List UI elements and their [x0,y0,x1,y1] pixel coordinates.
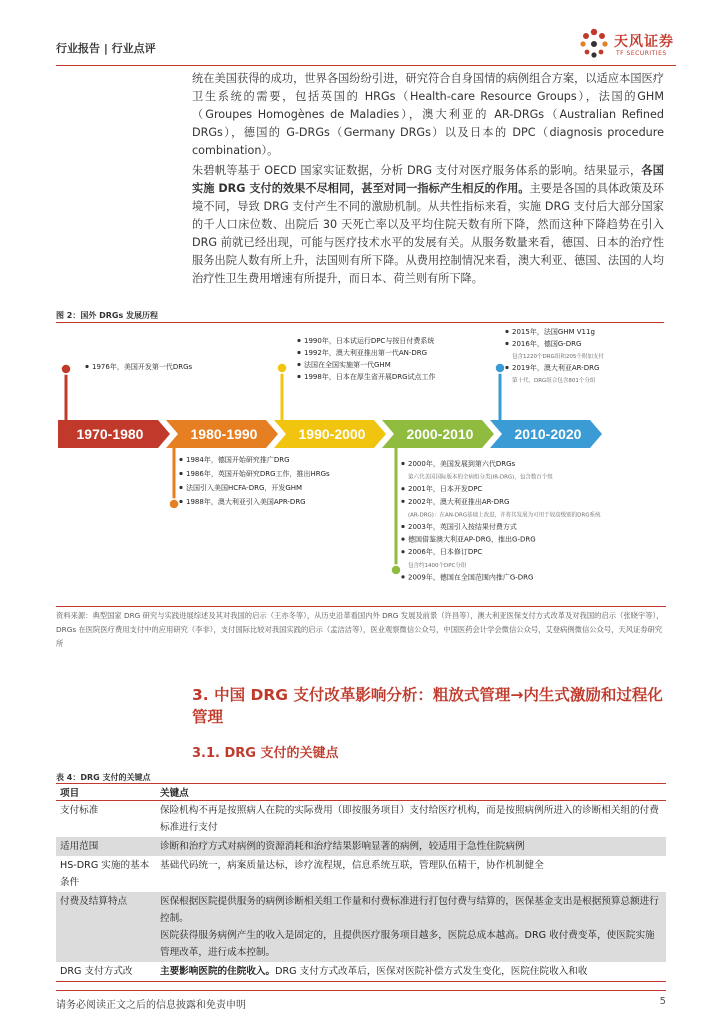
figure-title: 图 2：国外 DRGs 发展历程 [56,311,159,320]
table-row [56,892,666,962]
event-bullet [505,330,508,333]
event-bullet [85,365,88,368]
event-label: 1984年，德国开始研究推广DRG [186,456,290,464]
event-detail: 第六代美国国际版本的全病组分类(IR-DRG)，包含数百个组 [408,474,553,481]
event-label: 1986年，英国开始研究DRG工作，推出HRGs [186,470,330,478]
event-bullet [401,462,404,465]
event-label: 1976年，美国开发第一代DRGs [92,363,193,371]
event-bullet [401,500,404,503]
table-row [56,962,666,982]
row-text: 诊断和治疗方式对病例的资源消耗和治疗结果影响显著的病例，较适用于急性住院病例 [156,837,666,856]
event-label: 1988年，澳大利亚引入美国APR-DRG [186,498,306,506]
event-bullet [297,351,300,354]
timeline-upper-events [85,327,604,384]
event-bullet [401,525,404,528]
row-text: 保险机构不再是按照病人在院的实际费用（即按服务项目）支付给医疗机构，而是按照病例所进入的诊断相关组的付费标准进行支付 [160,805,659,833]
row-item: DRG 支付方式改 [56,962,156,982]
event-bullet [401,575,404,578]
row-text-rest: DRG 支付方式改革后，医保对医院补偿方式发生变化，医院住院收入和收 [275,966,588,977]
subsection-heading: 3.1. DRG 支付的关键点 [192,746,339,761]
event-label: 1990年，日本试运行DPC与按日付费系统 [304,337,435,345]
page-footer [56,990,666,1011]
event-bullet [179,472,182,475]
paragraph-drg-adoption: 统在美国获得的成功，世界各国纷纷引进，研究符合自身国情的病例组合方案，以适应本国医疗卫生系统的需要，包括英国的 HRGs（Health-care Resource Groups），法国的GHM（Groupes Homogènes de Maladies），澳大利亚的 AR-DRGs（Australian Refined DRGs），德国的 G-DRGs（Germany DRGs）以及日本的 DPC（diagnosis procedure combination）。 [192,72,664,157]
drg-key-points-table [56,783,666,982]
row-text-part: 医院获得服务病例产生的收入是固定的，且提供医疗服务项目越多，医院总成本越高。DRG 收付费变革，使医院实施管理改革，进行成本控制。 [160,930,655,958]
column-header-key-point: 关键点 [156,784,666,801]
event-label: 2003年，英国引入按结果付费方式 [408,523,517,531]
event-label: 2009年，德国在全国范围内推广G-DRG [408,573,534,582]
row-text-part: 医保根据医院提供服务的病例诊断相关组工作量和付费标准进行打包付费与结算的，医保基金支出是根据预算总额进行控制。 [160,896,659,924]
event-label: 法国引入美国HCFA-DRG，开发GHM [186,484,303,492]
row-item: 适用范围 [56,837,156,856]
event-bullet [179,486,182,489]
column-header-item: 项目 [56,784,156,801]
event-bullet [401,538,404,541]
event-bullet [401,550,404,553]
event-label: 德国借鉴澳大利亚AP-DRG，推出G-DRG [408,535,536,544]
page-number: 5 [659,996,666,1007]
period-label: 1980-1990 [190,426,258,442]
event-label: 2002年，澳大利亚推出AR-DRG [408,497,510,506]
figure-source-note: 资料来源：典型国家 DRG 研究与实践进展综述及其对我国的启示（王亦冬等），从历史沿革看国内外 DRG 发展及前景（许昌等），澳大利亚医保支付方式改革及对我国的启示（张晓宇等），DRGs 在医院医疗费用支付中的应用研究（李非），支付国际比较对我国实践的启示（孟洁洁等），医业观察微信公众号，中国医药会计学会微信公众号，艾登病例微信公众号，天风证券研究所 [56,606,666,651]
disclaimer-notice: 请务必阅读正文之后的信息披露和免责申明 [56,1000,246,1011]
event-bullet [505,342,508,345]
event-bullet [401,487,404,490]
event-detail: (AR-DRG)：在AN-DRG基础上改进，并将其发展为可用于较高级别的DRG系统 [408,512,601,519]
row-item: 付费及结算特点 [56,892,156,962]
paragraph-key-finding: 各国实施 DRG 支付的效果不尽相同，甚至对同一指标产生相反的作用。 [192,164,664,195]
event-detail: 包含约1400个DPC分组 [408,562,467,569]
event-label: 1998年，日本在厚生省开展DRG试点工作 [304,373,436,381]
event-label: 2001年，日本开发DPC [408,485,483,494]
event-label: 1992年，澳大利亚推出第一代AN-DRG [304,349,428,357]
paragraph-oecd-analysis [192,162,664,288]
section-heading: 3. 中国 DRG 支付改革影响分析：粗放式管理→内生式激励和过程化管理 [192,686,663,726]
row-item: HS-DRG 实施的基本条件 [60,860,150,888]
table-row [56,801,666,838]
report-category: 行业报告 | 行业点评 [56,42,156,55]
event-bullet [297,363,300,366]
event-bullet [505,366,508,369]
paragraph-text: 朱碧帆等基于 OECD 国家实证数据，分析 DRG 支付对医疗服务体系的影响。结果显示， [192,164,642,177]
row-item: 支付标准 [60,805,99,816]
event-label: 2000年，美国发展到第六代DRGs [408,460,516,468]
paragraph-text: 主要是各国的具体政策及环境不同，导致 DRG 支付产生不同的激励机制。从共性指标来看，实施 DRG 支付后大部分国家的千人口床位数、出院后 30 天死亡率以及平均住院天数有所下降，然而这种下降趋势在引入 DRG 前就已经出现，可能与医疗技术水平的发展有关。从服务数量来看，德国、日本的治疗性服务出院人数有所上升，法国则有所下降。从费用控制情况来看，澳大利亚、德国、法国的人均治疗性卫生费用增速有所提升，而日本、荷兰则有所下降。 [192,182,664,285]
event-detail: 第十代，DRG组合包含801个分组 [512,378,596,384]
event-label: 2019年，澳大利亚AR-DRG [512,364,600,372]
page-header [56,22,676,66]
event-label: 2006年，日本修订DPC [408,548,483,557]
row-text [156,962,666,982]
event-bullet [179,458,182,461]
logo-english-name: TF SECURITIES [616,50,667,57]
logo-chinese-name: 天风证券 [614,34,674,50]
period-label: 1970-1980 [76,426,144,442]
figure-divider [56,322,664,323]
table-title: 表 4：DRG 支付的关键点 [56,773,151,782]
company-logo [576,26,676,62]
table-header-row [56,784,666,801]
timeline-period-band [58,420,602,448]
event-bullet [297,375,300,378]
drg-history-timeline [56,324,666,602]
period-label: 2010-2020 [514,426,582,442]
table-row [56,856,666,892]
timeline-lower-events [179,455,601,582]
period-label: 2000-2010 [406,426,474,442]
event-label: 2015年，法国GHM V11g [512,328,595,336]
event-bullet [297,339,300,342]
row-text-lead: 主要影响医院的住院收入。 [160,966,276,977]
event-bullet [179,500,182,503]
event-label: 2016年，德国G-DRG [512,340,582,348]
row-text [156,892,666,962]
event-detail: 包含1220个DRG组和205个附加支付 [512,354,604,360]
logo-mark-icon [576,26,612,62]
table-row [56,837,666,856]
row-text: 基础代码统一，病案质量达标，诊疗流程规，信息系统互联，管理队伍精干，协作机制健全 [160,860,544,871]
period-label: 1990-2000 [298,426,366,442]
event-label: 法国在全国实施第一代GHM [304,361,391,369]
